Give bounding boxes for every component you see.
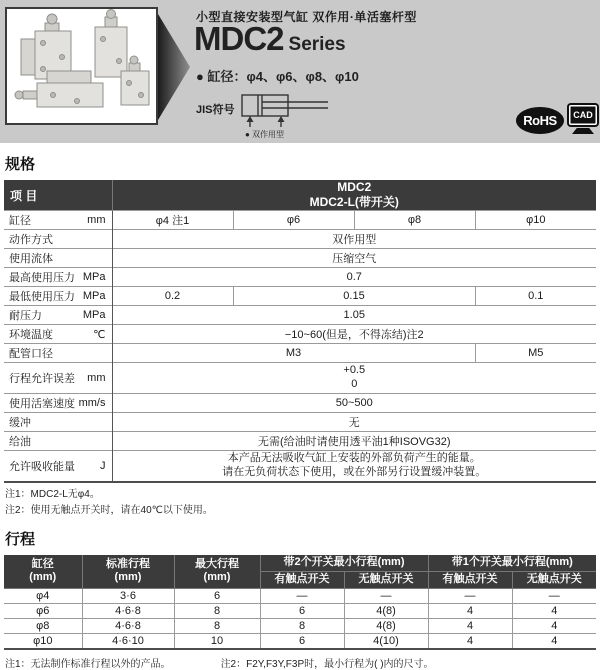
stroke-cell: — — [512, 588, 596, 603]
page-subtitle: 小型直接安装型气缸 双作用·单活塞杆型 — [196, 10, 417, 24]
stroke-cell: φ8 — [4, 618, 82, 633]
stroke-subheader-solid: 无触点开关 — [344, 571, 428, 588]
header-line: (mm) — [203, 571, 231, 584]
spec-cell: φ8 — [354, 211, 475, 230]
stroke-cell: 4(8) — [344, 618, 428, 633]
row-label: 动作方式 — [9, 234, 53, 246]
stroke-cell: 4(10) — [344, 633, 428, 649]
spec-cell: 无需(给油时请使用透平油1种ISOVG32) — [112, 431, 596, 450]
stroke-cell: 6 — [174, 588, 260, 603]
row-label: 配管口径 — [9, 348, 53, 360]
header-line: 标准行程 — [106, 557, 150, 570]
stroke-row-phi8 — [4, 618, 596, 633]
page-title — [194, 20, 346, 58]
row-unit: J — [100, 459, 106, 472]
row-unit: mm — [87, 371, 106, 384]
spec-row-action — [4, 230, 596, 249]
tolerance-lower: 0 — [351, 377, 358, 390]
stroke-row-phi4 — [4, 588, 596, 603]
row-unit: mm — [87, 214, 106, 226]
stroke-cell: 10 — [174, 633, 260, 649]
spec-row-port-size — [4, 344, 596, 363]
spec-cell: 无 — [112, 412, 596, 431]
row-unit: mm/s — [78, 396, 106, 409]
header-line: 缸径 — [31, 557, 54, 570]
energy-note-line2: 请在无负荷状态下使用，或在外部另行设置缓冲装置。 — [222, 465, 487, 478]
stroke-notes — [5, 655, 600, 670]
stroke-cell: — — [344, 588, 428, 603]
jis-symbol-label: JIS符号 — [196, 104, 235, 116]
spec-row-temperature — [4, 325, 596, 344]
spec-cell — [112, 363, 596, 394]
header-banner — [0, 0, 600, 143]
stroke-header-max — [174, 555, 260, 588]
row-unit: ℃ — [93, 328, 106, 341]
stroke-cell: 4 — [428, 618, 512, 633]
row-label: 耐压力 — [9, 310, 42, 322]
cad-icon — [567, 103, 599, 134]
row-label: 缸径 — [9, 215, 31, 227]
stroke-cell: φ10 — [4, 633, 82, 649]
stroke-note-2: 注2：F2Y,F3Y,F3P时，最小行程为( )内的尺寸。 — [220, 658, 434, 670]
spec-header-model — [112, 180, 596, 211]
stroke-cell: 4·6·10 — [82, 633, 174, 649]
spec-row-fluid — [4, 249, 596, 268]
spec-note-2: 注2：使用无触点开关时，请在40℃以下使用。 — [5, 504, 213, 516]
stroke-table — [4, 555, 596, 650]
stroke-header-standard — [82, 555, 174, 588]
spec-cell: 0.15 — [233, 287, 475, 306]
row-label: 最高使用压力 — [9, 272, 75, 284]
stroke-cell: — — [428, 588, 512, 603]
row-label: 给油 — [9, 435, 31, 448]
jis-symbol — [241, 94, 331, 128]
row-label: 最低使用压力 — [9, 291, 75, 303]
stroke-row-phi6 — [4, 603, 596, 618]
cad-label: CAD — [573, 110, 593, 120]
spec-cell: 50~500 — [112, 393, 596, 412]
stroke-cell: 3·6 — [82, 588, 174, 603]
stroke-header-row-1 — [4, 555, 596, 571]
row-unit: MPa — [82, 271, 106, 283]
header-line: (mm) — [114, 571, 142, 584]
row-unit: MPa — [82, 290, 106, 302]
stroke-cell: 4 — [512, 633, 596, 649]
cad-base — [572, 128, 594, 134]
spec-header-item: 项 目 — [4, 180, 112, 211]
spec-table — [4, 180, 596, 483]
spec-row-absorbed-energy — [4, 450, 596, 482]
stroke-cell: 6 — [260, 603, 344, 618]
bore-sizes-line: ● 缸径：φ4、φ6、φ8、φ10 — [196, 69, 359, 84]
spec-row-stroke-tolerance — [4, 363, 596, 394]
stroke-cell: 8 — [174, 618, 260, 633]
spec-cell: −10~60(但是，不得冻结)注2 — [112, 325, 596, 344]
spec-row-min-pressure — [4, 287, 596, 306]
stroke-cell: 4(8) — [344, 603, 428, 618]
stroke-header-two-switches: 带2个开关最小行程(mm) — [260, 555, 428, 571]
row-label: 允许吸收能量 — [9, 460, 75, 473]
series-name: MDC2 — [194, 20, 284, 57]
stroke-cell: 8 — [174, 603, 260, 618]
stroke-subheader-contact: 有触点开关 — [260, 571, 344, 588]
energy-note-line1: 本产品无法吸收气缸上安装的外部负荷产生的能量。 — [227, 452, 481, 464]
tolerance-upper: +0.5 — [343, 364, 366, 376]
cylinder-photo-illustration — [7, 9, 156, 123]
stroke-cell: — — [260, 588, 344, 603]
header-line: 最大行程 — [195, 557, 239, 570]
stroke-cell: φ6 — [4, 603, 82, 618]
spec-model-line1: MDC2 — [337, 180, 372, 194]
spec-row-max-pressure — [4, 268, 596, 287]
series-suffix: Series — [288, 34, 346, 55]
spec-cell: φ10 — [475, 211, 596, 230]
stroke-cell: 4·6·8 — [82, 618, 174, 633]
stroke-cell: 4·6·8 — [82, 603, 174, 618]
jis-symbol-caption: ● 双作用型 — [245, 130, 285, 139]
stroke-section-heading: 行程 — [5, 531, 36, 548]
stroke-header-bore — [4, 555, 82, 588]
arrow-icon — [158, 14, 190, 120]
spec-cell: 1.05 — [112, 306, 596, 325]
row-label: 使用流体 — [9, 253, 53, 265]
cad-screen — [567, 103, 599, 127]
spec-header-row — [4, 180, 596, 211]
row-label: 环境温度 — [9, 329, 53, 341]
stroke-cell: 4 — [428, 633, 512, 649]
spec-notes — [5, 487, 600, 518]
stroke-row-phi10 — [4, 633, 596, 649]
rohs-badge-icon — [516, 107, 564, 134]
spec-cell: M5 — [475, 344, 596, 363]
spec-cell: 双作用型 — [112, 230, 596, 249]
spec-model-line2: MDC2-L(带开关) — [309, 195, 399, 209]
header-line: (mm) — [29, 571, 57, 584]
stroke-cell: 4 — [428, 603, 512, 618]
spec-note-1: 注1：MDC2-L无φ4。 — [5, 489, 100, 500]
spec-section-heading: 规格 — [5, 156, 36, 173]
row-unit: MPa — [82, 309, 106, 321]
stroke-cell: 8 — [260, 618, 344, 633]
spec-cell: M3 — [112, 344, 475, 363]
stroke-subheader-contact: 有触点开关 — [428, 571, 512, 588]
row-label: 使用活塞速度 — [9, 397, 75, 410]
row-label: 行程允许误差 — [9, 372, 75, 385]
spec-row-proof-pressure — [4, 306, 596, 325]
row-label: 缓冲 — [9, 416, 31, 429]
rohs-badge-label: RoHS — [523, 113, 557, 128]
stroke-header-one-switch: 带1个开关最小行程(mm) — [428, 555, 596, 571]
stroke-cell: 6 — [260, 633, 344, 649]
stroke-subheader-solid: 无触点开关 — [512, 571, 596, 588]
stroke-cell: 4 — [512, 603, 596, 618]
spec-cell: 0.7 — [112, 268, 596, 287]
spec-cell: φ6 — [233, 211, 354, 230]
spec-row-cushion — [4, 412, 596, 431]
spec-row-lubrication — [4, 431, 596, 450]
spec-cell: 0.1 — [475, 287, 596, 306]
stroke-cell: φ4 — [4, 588, 82, 603]
product-photo — [5, 7, 158, 125]
spec-cell: 压缩空气 — [112, 249, 596, 268]
stroke-cell: 4 — [512, 618, 596, 633]
spec-cell — [112, 450, 596, 482]
spec-row-piston-speed — [4, 393, 596, 412]
spec-cell: φ4 注1 — [112, 211, 233, 230]
spec-row-bore — [4, 211, 596, 230]
stroke-note-1: 注1：无法制作标准行程以外的产品。 — [5, 658, 171, 670]
spec-cell: 0.2 — [112, 287, 233, 306]
